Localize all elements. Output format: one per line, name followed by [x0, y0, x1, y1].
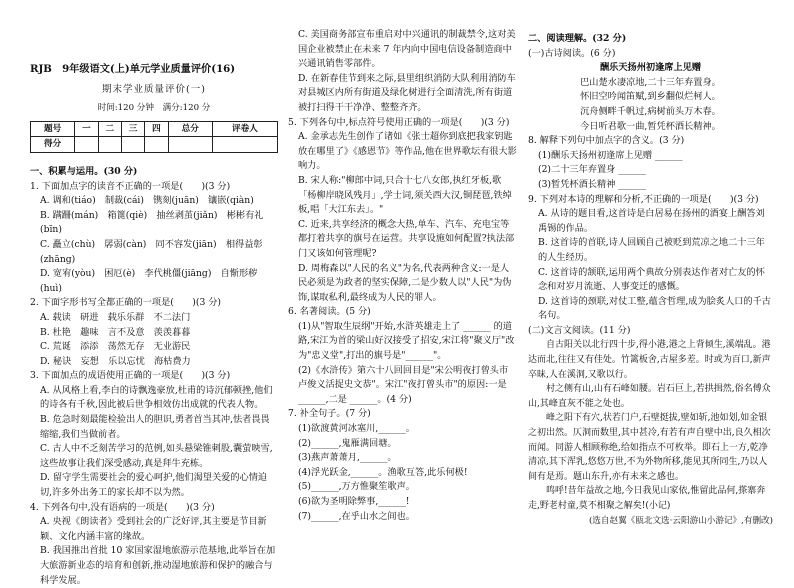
col2-paragraph: (1)从"智取生辰纲"开始,水浒英雄走上了 ______ 的道路,宋江为首的梁山好汉接受了招安,宋江将"聚义厅"改为"忠义堂",打出的旗号是"______"。 [298, 320, 515, 362]
col1-paragraph: A. 载读 研进 载乐乐群 不二法门 [40, 311, 191, 323]
col2-paragraph: A. 金承志先生创作了诸如《张士超你到底把我家钥匙放在哪里了》《感恩节》等作品,他在世界歌坛有很大影响力。 [298, 131, 517, 172]
score-table-cell [98, 137, 121, 153]
exam-subtitle: 期末学业质量评价(一) [102, 83, 206, 95]
column-right-body [528, 32, 773, 528]
col3-paragraph: (二)文言文阅读。(11 分) [528, 324, 631, 336]
col3-paragraph: 二、阅读理解。(32 分) [528, 33, 627, 44]
score-table-cell [212, 137, 277, 153]
col2-paragraph: D. 周梅森以"人民的名义"为名,代表两种含义:一是人民必须是为政者的坚实保障,二是少数人以"人民"为伪饰,谋取私利,最终成为人民的罪人。 [298, 262, 512, 303]
col1-paragraph: B. 杜艳 趣味 言不及意 羡羡暮暮 [40, 326, 191, 338]
col2-paragraph: C. 近来,共享经济的概念大热,单车、汽车、充电宝等都打着共享的旗号在运营。共享设施如何配置?执法部门又该如何管理呢? [298, 218, 515, 259]
col3-paragraph: (一)古诗阅读。(6 分) [528, 47, 616, 59]
col2-paragraph: 7. 补全句子。(7 分) [288, 408, 371, 420]
score-table-cell: 题号 [31, 121, 75, 137]
score-table-cell [75, 137, 98, 153]
col1-paragraph: C. 古人中不乏刻苦学习的范例,如头悬梁锥刺股,囊萤映雪,这些故事让我们深受感动,真是拜牛充栋。 [40, 443, 273, 469]
col1-paragraph: D. 秘诀 妄想 乐以忘忧 海枯费力 [40, 355, 191, 367]
col2-paragraph: (5)______,万方惟聚笙歌声。 [298, 481, 415, 493]
column-left [30, 28, 278, 588]
col3-paragraph: 自古阳关以北行四十步,得小港,港之上背倾生,溪端乱。港达而北,往往又有佳处。竹篱板舍,古屋多差。时或为百口,新声卒昧,人在溪洞,又歌以行。 [528, 340, 771, 380]
col2-paragraph: (7)______,在乎山水之间也。 [298, 510, 415, 522]
col3-paragraph: 峰之阳下有穴,状若门户,石壁挺拔,壁如斩,池如划,如金银之初出然。仄洞而数里,其中甚冷,有若有声自壁中出,良久相次而闻。同游人相顾称绝,给如指点不可枚举。即石上一方,乾净清凉,其下浑乳,悠悠万世,不为外物所移,能见其所同生,乃以人间有是焉。题山东升,亦有未来之感也。 [528, 413, 771, 482]
col3-paragraph: (2)二十三年弃置身 ______ [538, 164, 646, 176]
score-table [30, 121, 278, 153]
score-table-cell: 三 [121, 121, 144, 137]
score-table-cell: 总分 [168, 121, 212, 137]
score-table-cell [168, 137, 212, 153]
col3-paragraph: 酬乐天扬州初逢席上见赠 [599, 62, 702, 74]
col2-paragraph: D. 在新春佳节到来之际,县里组织消防大队利用消防车对县城区内所有街道及绿化树进行全面清洗,所有街道被打扫得干干净净、整整齐齐。 [298, 72, 516, 113]
score-table-cell: 四 [145, 121, 168, 137]
column-middle [288, 28, 518, 524]
col1-paragraph: B. 我国推出首批 10 家国家湿地旅游示范基地,此举旨在加大旅游新业态的培育和创新,推动湿地旅游和保护的融合与科学发展。 [40, 545, 276, 586]
col1-paragraph: 3. 下面加点的成语使用正确的一项是( )(3 分) [30, 370, 231, 382]
col2-paragraph: B. 宋人称:"柳郎中词,只合十七八女郎,执红牙板,歌「杨柳岸晓风残月」,学士词,须关西大汉,铜琵琶,铁绰板,唱「大江东去」。" [298, 174, 512, 216]
col2-paragraph: (6)欲为圣明除弊事,______! [298, 496, 410, 507]
col2-paragraph: 5. 下列各句中,标点符号使用正确的一项是( )(3 分) [288, 116, 510, 128]
column-middle-body [288, 28, 518, 524]
col3-paragraph: A. 从诗的题目看,这首诗是白居易在扬州的酒宴上酬答刘禹锡的作品。 [538, 208, 765, 234]
col2-paragraph: (1)欲渡黄河冰塞川,______。 [298, 423, 415, 435]
col1-paragraph: 4. 下列各句中,没有语病的一项是( )(3 分) [30, 501, 215, 513]
score-table-cell [121, 137, 144, 153]
column-left-body [30, 165, 278, 588]
col3-paragraph: 鸣呼!昔年益故之地,今日我见山家依,惟留此品何,搽寨奔走,野老村童,莫不相聚之解矣!(小记) [528, 486, 766, 511]
col1-paragraph: D. 宽宥(yòu) 困厄(è) 李代桃僵(jiāng) 自惭形秽(huì) [40, 268, 258, 294]
col3-paragraph: 怀旧空吟闻笛赋,到乡翻似烂柯人。 [580, 91, 721, 103]
col1-paragraph: A. 从风格上看,李白的诗飘逸豪放,杜甫的诗沉郁顿挫,他们的诗各有千秋,因此被后世争相效仿出成就的代表人物。 [40, 384, 273, 411]
col1-paragraph: B. 蹒跚(mán) 箱篦(qiè) 抽丝剥茧(jiǎn) 彬彬有礼(bīn) [40, 209, 264, 236]
score-table-cell: 评卷人 [212, 121, 277, 137]
col3-paragraph: 巴山楚水凄凉地,二十三年弃置身。 [580, 76, 721, 88]
col1-paragraph: 一、积累与运用。(30 分) [30, 165, 138, 177]
col1-paragraph: 2. 下面字形书写全都正确的一项是( )(3 分) [30, 297, 221, 309]
col3-paragraph: 村之侧有山,山有石峰如腰。岩石巨上,若拱揖然,俗名傅众山,其峰直灰不能之处也。 [528, 384, 771, 409]
col1-paragraph: C. 矗立(chù) 孱弱(càn) 同不容发(jiān) 相得益彰(zhāng) [40, 238, 263, 265]
col2-paragraph: 6. 名著阅读。(5 分) [288, 306, 371, 318]
col3-paragraph: 8. 解释下列句中加点字的含义。(3 分) [528, 135, 685, 147]
score-table-cell: 一 [75, 121, 98, 137]
col3-paragraph: (1)酬乐天扬州初逢席上见赠 ______ [538, 149, 683, 161]
col1-paragraph: A. 调和(tiáo) 制裁(cái) 镌刻(juān) 镶嵌(qiàn) [40, 195, 254, 207]
col3-paragraph: B. 这首诗的首联,诗人回顾自己被贬到荒凉之地二十三年的人生经历。 [538, 237, 765, 263]
col3-paragraph: D. 这首诗的颈联,对仗工整,蕴含哲理,成为脍炙人口的千古名句。 [538, 295, 771, 322]
score-table-score-row [31, 137, 278, 153]
col2-paragraph: (3)燕声萧萧月,______。 [298, 452, 397, 464]
col2-paragraph: (2)《水浒传》第六十八回回目是"宋公明夜打曾头市 卢俊义活捉史文恭"。宋江"夜打曾头市"的原因:一是 ______,二是 ______。(4 分) [298, 364, 518, 405]
page-title: RJB 9年级语文(上)单元学业质量评价(16) [30, 63, 236, 75]
col3-paragraph: 9. 下列对本诗的理解和分析,不正确的一项是( )(3 分) [528, 193, 759, 205]
col3-paragraph: 沉舟侧畔千帆过,病树前头万木春。 [580, 105, 721, 117]
col2-paragraph: C. 美国商务部宣布重启对中兴通讯的制裁禁令,这对美国企业被禁止在未来 7 年内向中国电信设备制造商中兴通讯销售零部件。 [298, 29, 516, 70]
score-table-header-row [31, 121, 278, 137]
col3-paragraph: (3)暂凭杯酒长精神 ______ [538, 178, 646, 190]
col1-paragraph: 1. 下面加点字的读音不正确的一项是( )(3 分) [30, 180, 231, 192]
col3-paragraph: 今日听君歌一曲,暂凭杯酒长精神。 [580, 120, 721, 132]
col3-paragraph: (选自赵翼《瓯北文选·云阳游山小游记》,有删改) [588, 515, 773, 526]
col2-paragraph: (2)______,鬼雁满回塘。 [298, 437, 397, 449]
score-table-cell [145, 137, 168, 153]
time-score-line: 时间:120 分钟 满分:120 分 [97, 103, 211, 114]
col1-paragraph: C. 荒诞 添添 荡然无存 无业游民 [40, 341, 191, 353]
col2-paragraph: (4)浮光跃金,______。渔歌互答,此乐何极! [298, 466, 468, 478]
col1-paragraph: A. 央视《朗读者》受到社会的广泛好评,其主要是节目新颖、文化内涵丰富的缘故。 [40, 516, 267, 542]
col1-paragraph: B. 危急时刻最能检验出人的胆识,勇者首当其冲,怯者畏畏缩缩,我们当做前者。 [40, 414, 270, 440]
col3-paragraph: C. 这首诗的颔联,运用两个典故分别表达作者对亡友的怀念和对岁月流逝、人事变迁的感慨。 [538, 266, 765, 293]
col1-paragraph: D. 留守学生需要社会的爱心呵护,他们渴望关爱的心情迫切,许多外出务工的家长却不以为然。 [40, 472, 268, 499]
column-right [528, 28, 773, 528]
score-table-cell: 得分 [31, 137, 75, 153]
score-table-cell: 二 [98, 121, 121, 137]
